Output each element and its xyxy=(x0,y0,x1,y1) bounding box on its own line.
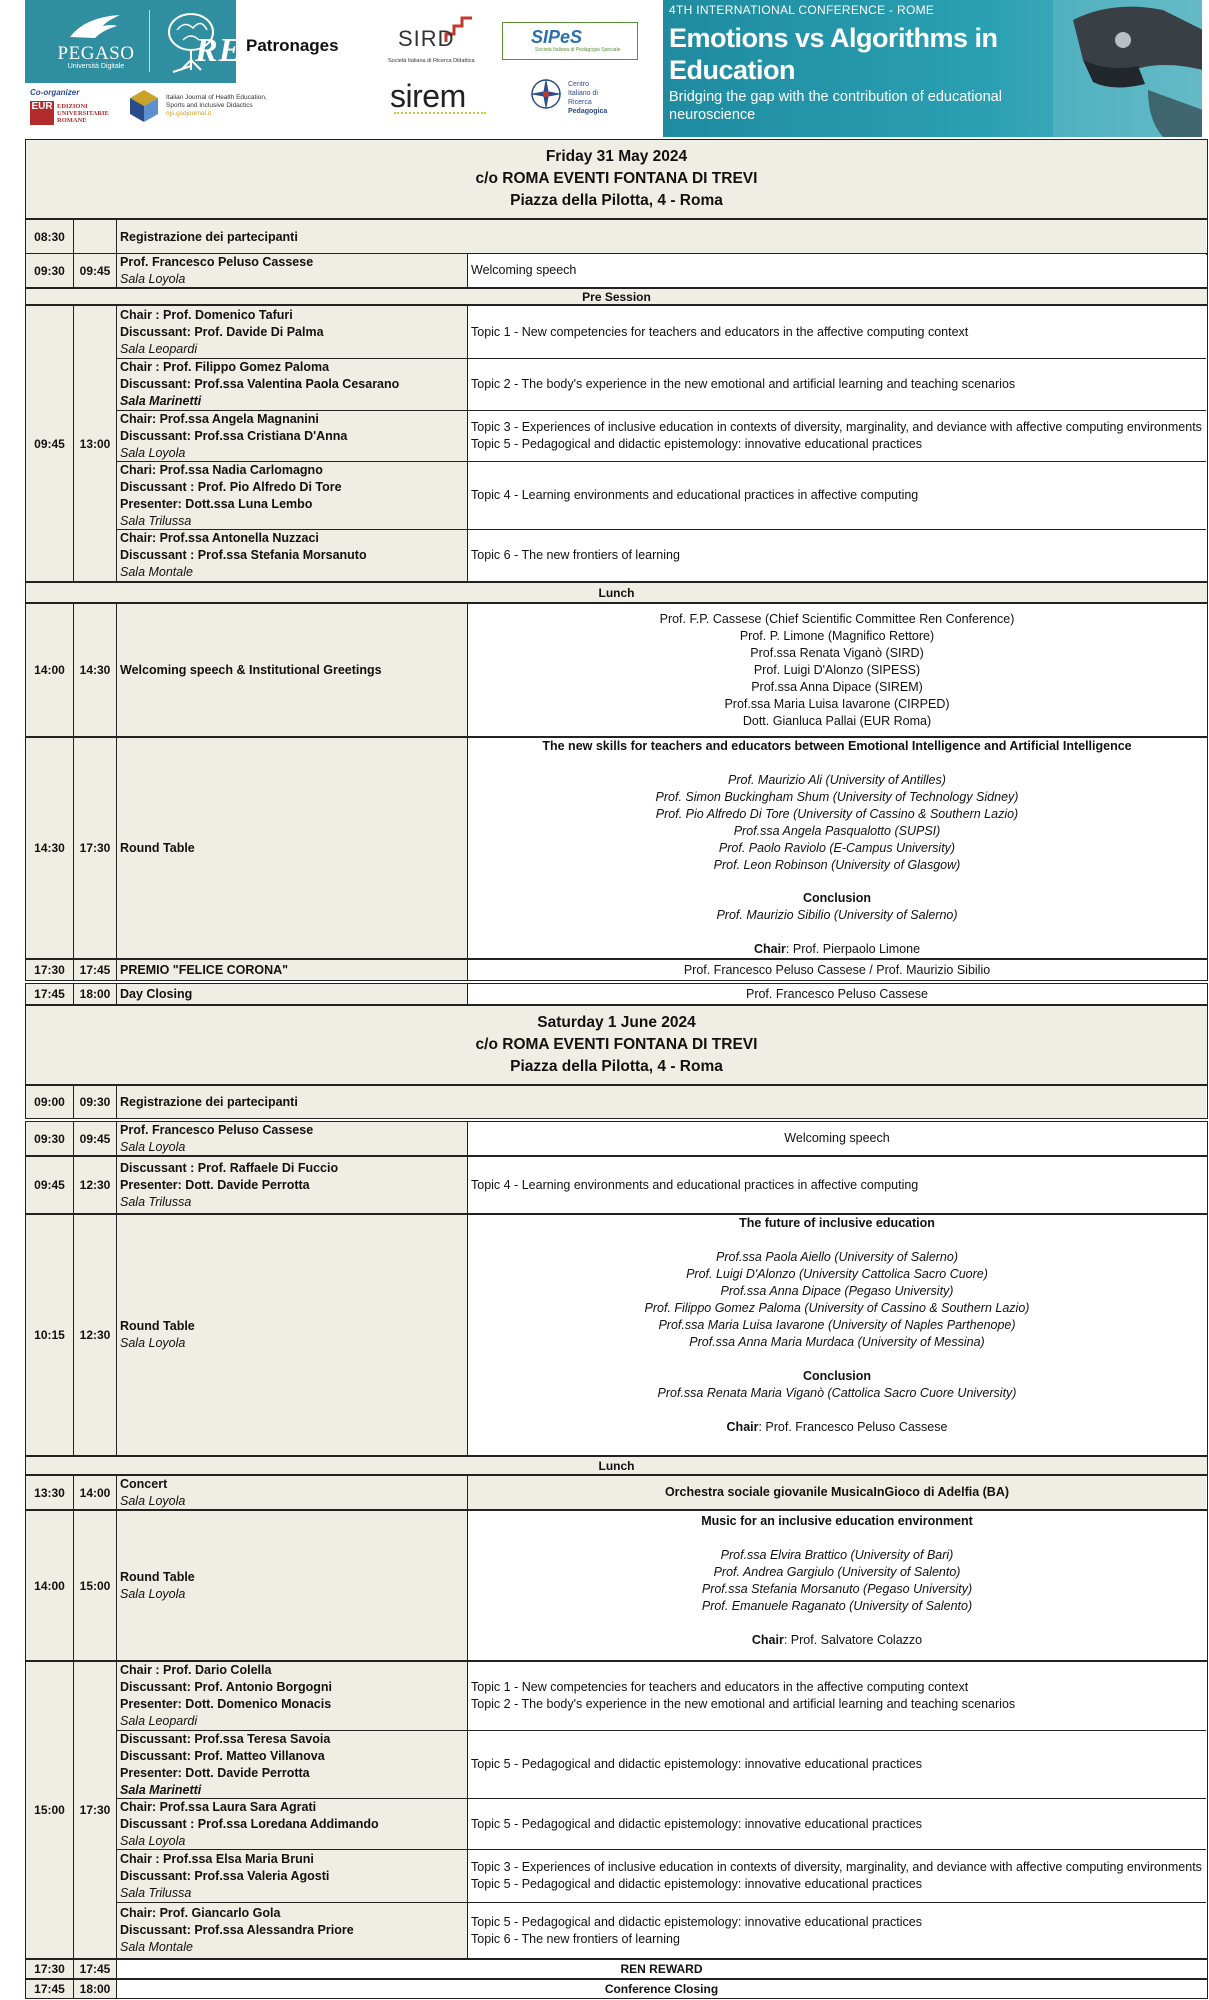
speaker: Prof. Luigi D'Alonzo (University Cattolica Sacro Cuore) xyxy=(686,1267,988,1281)
start-time: 13:30 xyxy=(26,1476,74,1509)
day2-address: Piazza della Pilotta, 4 - Roma xyxy=(510,1058,723,1075)
cirped-text xyxy=(568,80,607,116)
schedule-row xyxy=(25,1156,1208,1214)
description xyxy=(468,1122,1206,1155)
discussant: Discussant: Prof.ssa Cristiana D'Anna xyxy=(120,428,348,443)
topic: Topic 1 - New competencies for teachers and educators in the affective computing context xyxy=(471,324,969,339)
topic: Topic 5 - Pedagogical and didactic epistemology: innovative educational practices xyxy=(471,1877,922,1891)
room: Sala Leopardi xyxy=(120,1714,198,1728)
description xyxy=(468,1476,1206,1509)
speaker: Prof.ssa Paola Aiello (University of Salerno) xyxy=(716,1250,958,1264)
description xyxy=(468,984,1206,1004)
cirped-line: Ricerca xyxy=(568,99,592,106)
session xyxy=(117,306,1206,358)
chair: Chair : Prof. Dario Colella xyxy=(120,1663,272,1677)
schedule-row xyxy=(25,1959,1208,1979)
room: Sala Marinetti xyxy=(120,1782,202,1797)
chair: Chair: Prof.ssa Laura Sara Agrati xyxy=(120,1799,317,1814)
schedule-row xyxy=(25,1475,1208,1510)
room: Sala Montale xyxy=(120,565,193,579)
activity xyxy=(117,1215,468,1455)
speaker: Prof. Francesco Peluso Cassese xyxy=(120,1122,314,1137)
end-time: 14:00 xyxy=(74,1476,117,1509)
chair: Chair: Prof.ssa Angela Magnanini xyxy=(120,411,319,426)
discussant: Discussant : Prof. Raffaele Di Fuccio xyxy=(120,1160,339,1175)
description xyxy=(468,960,1206,980)
activity xyxy=(117,254,468,287)
session-topics xyxy=(468,411,1206,461)
speaker: Prof.ssa Anna Dipace (Pegaso University) xyxy=(720,1284,954,1298)
session-topics xyxy=(468,1731,1206,1798)
activity-label: REN REWARD xyxy=(117,1960,1206,1978)
speaker: Prof. Andrea Gargiulo (University of Salento) xyxy=(713,1565,961,1579)
ren-name: REN xyxy=(195,32,268,69)
chair-label: Chair xyxy=(753,942,786,957)
chair: Chair: Prof. Giancarlo Gola xyxy=(120,1906,281,1920)
section-label: Lunch xyxy=(25,1456,1208,1475)
sirem-name: sirem xyxy=(390,78,466,114)
activity xyxy=(117,1476,468,1509)
conclusion-label: Conclusion xyxy=(802,1369,872,1383)
schedule-row xyxy=(25,603,1208,737)
greeting-name: Prof.ssa Renata Viganò (SIRD) xyxy=(750,645,924,660)
room: Sala Marinetti xyxy=(120,394,202,408)
session-topics xyxy=(468,530,1206,581)
section-label: Pre Session xyxy=(25,288,1208,305)
speaker: Prof. Simon Buckingham Shum (University of Technology Sidney) xyxy=(655,789,1019,804)
session-topics xyxy=(468,306,1206,358)
sird-name: SIRD xyxy=(398,26,455,51)
room: Sala Trilussa xyxy=(120,513,192,528)
discussant: Discussant: Prof. Antonio Borgogni xyxy=(120,1680,333,1694)
session-people xyxy=(117,1731,468,1798)
round-table-title: Music for an inclusive education environment xyxy=(701,1514,973,1528)
activity-label: Round Table xyxy=(120,1569,195,1584)
description xyxy=(468,604,1206,736)
chair-line xyxy=(754,941,920,958)
eur-logo xyxy=(30,101,120,125)
pegaso-ren-logo xyxy=(25,0,268,83)
discussant: Discussant: Prof. Matteo Villanova xyxy=(120,1748,325,1763)
session-people xyxy=(117,1850,468,1902)
greeting-name: Prof.ssa Maria Luisa Iavarone (CIRPED) xyxy=(724,696,950,711)
activity xyxy=(117,1086,1206,1118)
discussant: Discussant: Prof.ssa Valentina Paola Cesarano xyxy=(120,377,400,391)
activity xyxy=(117,1122,468,1155)
end-time: 17:30 xyxy=(74,738,117,958)
session-people xyxy=(117,411,468,461)
banner-title: Emotions vs Algorithms in Education xyxy=(669,23,998,85)
chair-name: : Prof. Francesco Peluso Cassese xyxy=(758,1420,948,1434)
greeting-name: Prof. F.P. Cassese (Chief Scientific Committee Ren Conference) xyxy=(659,611,1015,626)
activity-label: Registrazione dei partecipanti xyxy=(120,1094,298,1109)
description-text: Welcoming speech xyxy=(784,1131,890,1145)
discussant: Discussant : Prof. Pio Alfredo Di Tore xyxy=(120,479,342,494)
discussant: Discussant: Prof.ssa Alessandra Priore xyxy=(120,1923,354,1937)
room: Sala Loyola xyxy=(120,1493,186,1508)
presenter: Presenter: Dott.ssa Luna Lembo xyxy=(120,496,313,511)
schedule-row xyxy=(25,253,1208,288)
schedule-row xyxy=(25,219,1208,255)
chair: Chari: Prof.ssa Nadia Carlomagno xyxy=(120,462,323,477)
speaker: Prof.ssa Elvira Brattico (University of Bari) xyxy=(720,1548,954,1562)
start-time: 15:00 xyxy=(26,1662,74,1958)
description-text: Welcoming speech xyxy=(471,263,577,277)
activity xyxy=(117,604,468,736)
description xyxy=(468,1511,1206,1660)
robot-hand-image xyxy=(1053,0,1202,137)
eur-text: EDIZIONI UNIVERSITARIE ROMANE xyxy=(57,103,109,124)
schedule-table xyxy=(25,137,1208,1999)
activity xyxy=(117,220,1206,254)
cirped-logo xyxy=(528,76,648,120)
session-topics xyxy=(468,1799,1206,1849)
end-time: 18:00 xyxy=(74,1980,117,1998)
sirem-logo xyxy=(390,78,490,118)
topic: Topic 5 - Pedagogical and didactic epistemology: innovative educational practices xyxy=(471,1757,922,1771)
session xyxy=(117,358,1206,410)
end-time: 09:45 xyxy=(74,254,117,287)
start-time: 09:45 xyxy=(26,306,74,581)
room: Sala Leopardi xyxy=(120,341,198,356)
speaker: Prof. Pio Alfredo Di Tore (University of Cassino & Southern Lazio) xyxy=(655,806,1019,821)
chair: Chair : Prof.ssa Elsa Maria Bruni xyxy=(120,1851,314,1866)
conclusion-speaker: Prof. Maurizio Sibilio (University of Salerno) xyxy=(716,908,958,923)
schedule-row xyxy=(25,1979,1208,1999)
round-table-title: The new skills for teachers and educators between Emotional Intelligence and Artificial Intelligence xyxy=(542,739,1132,753)
start-time: 09:30 xyxy=(26,254,74,287)
end-time: 09:30 xyxy=(74,1086,117,1118)
presenter: Presenter: Dott. Domenico Monacis xyxy=(120,1697,332,1711)
greeting-name: Prof.ssa Anna Dipace (SIREM) xyxy=(751,679,923,694)
topic: Topic 2 - The body's experience in the new emotional and artificial learning and teaching scenarios xyxy=(471,377,1016,391)
speaker: Prof.ssa Angela Pasqualotto (SUPSI) xyxy=(733,823,941,838)
start-time: 17:45 xyxy=(26,984,74,1004)
description-text: Prof. Francesco Peluso Cassese xyxy=(745,986,929,1001)
cirped-line: Pedagogica xyxy=(568,108,608,115)
topic: Topic 4 - Learning environments and educational practices in affective computing xyxy=(471,1177,919,1192)
speaker: Prof.ssa Anna Maria Murdaca (University of Messina) xyxy=(689,1335,985,1349)
chair: Chair : Prof. Domenico Tafuri xyxy=(120,307,293,322)
logo-divider xyxy=(149,10,150,72)
cirped-line: Italiano di xyxy=(568,90,598,97)
schedule-row xyxy=(25,1214,1208,1456)
activity-label: Day Closing xyxy=(120,986,193,1001)
topic: Topic 5 - Pedagogical and didactic epistemology: innovative educational practices xyxy=(471,1914,922,1929)
speaker: Prof. Maurizio Ali (University of Antilles) xyxy=(728,772,946,787)
day1-venue: c/o ROMA EVENTI FONTANA DI TREVI xyxy=(475,170,758,187)
schedule-row xyxy=(25,959,1208,981)
room: Sala Trilussa xyxy=(120,1885,192,1900)
start-time: 17:45 xyxy=(26,1980,74,1998)
section-label: Lunch xyxy=(25,582,1208,603)
header xyxy=(0,0,1209,137)
cube-icon xyxy=(128,88,160,124)
chair-line xyxy=(752,1632,922,1649)
description xyxy=(468,254,1206,287)
topic: Topic 3 - Experiences of inclusive education in contexts of diversity, marginality, and deviance with affective computing environments xyxy=(471,420,1202,434)
activity-label: Round Table xyxy=(120,1319,195,1333)
conclusion-speaker: Prof.ssa Renata Maria Viganò (Cattolica Sacro Cuore University) xyxy=(657,1386,1017,1400)
session xyxy=(117,1849,1206,1902)
day1-address: Piazza della Pilotta, 4 - Roma xyxy=(510,192,723,209)
topic: Topic 6 - The new frontiers of learning xyxy=(471,548,680,562)
room: Sala Loyola xyxy=(120,1586,186,1601)
start-time: 14:00 xyxy=(26,604,74,736)
session xyxy=(117,410,1206,461)
room: Sala Loyola xyxy=(120,1139,186,1154)
pegaso-name: PEGASO xyxy=(57,43,135,64)
chair-name: : Prof. Salvatore Colazzo xyxy=(783,1633,923,1647)
start-time: 08:30 xyxy=(26,220,74,254)
activity xyxy=(117,984,468,1004)
sipes-subtitle: Società Italiana di Pedagogia Speciale xyxy=(535,47,621,53)
start-time: 14:30 xyxy=(26,738,74,958)
end-time: 13:00 xyxy=(74,306,117,581)
conclusion-label: Conclusion xyxy=(802,891,872,906)
room: Sala Loyola xyxy=(120,1336,186,1350)
sird-logo xyxy=(388,14,498,66)
session-people xyxy=(117,1903,468,1958)
session-topics xyxy=(468,462,1206,529)
presenter: Presenter: Dott. Davide Perrotta xyxy=(120,1177,310,1192)
description xyxy=(468,738,1206,958)
speaker: Prof. Paolo Raviolo (E-Campus University) xyxy=(718,840,956,855)
room: Sala Trilussa xyxy=(120,1194,192,1209)
activity xyxy=(117,1511,468,1660)
schedule-row xyxy=(25,1085,1208,1119)
room: Sala Montale xyxy=(120,1940,193,1954)
pegasus-icon xyxy=(65,12,125,42)
topic: Topic 3 - Experiences of inclusive education in contexts of diversity, marginality, and deviance with affective computing environments xyxy=(471,1860,1202,1874)
topic: Topic 2 - The body's experience in the new emotional and artificial learning and teaching scenarios xyxy=(471,1697,1016,1711)
activity-label: Conference Closing xyxy=(117,1980,1206,1998)
sirem-dots xyxy=(394,112,486,116)
discussant: Discussant : Prof.ssa Loredana Addimando xyxy=(120,1816,379,1831)
session-people xyxy=(117,462,468,529)
speaker: Prof. Leon Robinson (University of Glasgow) xyxy=(713,857,961,872)
day1-header xyxy=(25,139,1208,219)
discussant: Discussant : Prof.ssa Stefania Morsanuto xyxy=(120,548,367,562)
discussant: Discussant: Prof. Davide Di Palma xyxy=(120,324,324,339)
chair-name: : Prof. Pierpaolo Limone xyxy=(785,942,921,957)
greeting-name: Prof. P. Limone (Magnifico Rettore) xyxy=(739,628,935,643)
schedule-row xyxy=(25,1510,1208,1661)
activity-label: Welcoming speech & Institutional Greetings xyxy=(120,662,382,677)
session xyxy=(117,1662,1206,1730)
schedule-row xyxy=(25,305,1208,582)
gsd-text xyxy=(166,94,276,118)
start-time: 09:00 xyxy=(26,1086,74,1118)
speaker: Prof.ssa Stefania Morsanuto (Pegaso University) xyxy=(701,1582,973,1596)
start-time: 17:30 xyxy=(26,1960,74,1978)
day2-venue: c/o ROMA EVENTI FONTANA DI TREVI xyxy=(475,1036,758,1053)
start-time: 10:15 xyxy=(26,1215,74,1455)
banner-edition: 4TH INTERNATIONAL CONFERENCE - ROME xyxy=(669,3,935,17)
end-time: 17:45 xyxy=(74,960,117,980)
gsd-title: Italian Journal of Health Education, Sports and Inclusive Didactics xyxy=(166,94,267,109)
session xyxy=(117,1730,1206,1798)
gsd-logo xyxy=(128,88,278,128)
end-time: 15:00 xyxy=(74,1511,117,1660)
speaker: Prof. Francesco Peluso Cassese xyxy=(120,254,314,269)
greeting-name: Dott. Gianluca Pallai (EUR Roma) xyxy=(742,713,932,728)
sipes-logo xyxy=(502,22,638,60)
banner-subtitle: Bridging the gap with the contribution of educational neuroscience xyxy=(669,89,1002,123)
chair-label: Chair xyxy=(751,1633,784,1647)
session-people xyxy=(117,1799,468,1849)
chair-label: Chair xyxy=(726,1420,759,1434)
session-people xyxy=(117,1662,468,1730)
session xyxy=(117,461,1206,529)
topic: Topic 5 - Pedagogical and didactic epistemology: innovative educational practices xyxy=(471,1816,922,1831)
activity xyxy=(117,960,468,980)
room: Sala Loyola xyxy=(120,271,186,286)
conference-banner xyxy=(663,0,1202,137)
session xyxy=(117,1902,1206,1958)
session-people xyxy=(117,306,468,358)
description xyxy=(468,1157,1206,1213)
greeting-name: Prof. Luigi D'Alonzo (SIPESS) xyxy=(753,662,921,677)
room: Sala Loyola xyxy=(120,1833,186,1848)
end-time: 09:45 xyxy=(74,1122,117,1155)
session-topics xyxy=(468,1662,1206,1730)
topic: Topic 5 - Pedagogical and didactic epistemology: innovative educational practices xyxy=(471,437,922,451)
activity-label: PREMIO "FELICE CORONA" xyxy=(120,962,289,977)
coorganizer-label: Co-organizer xyxy=(30,88,80,97)
round-table-title: The future of inclusive education xyxy=(739,1216,935,1230)
activity xyxy=(117,1157,468,1213)
schedule-row xyxy=(25,737,1208,959)
discussant: Discussant: Prof.ssa Teresa Savoia xyxy=(120,1731,331,1746)
session xyxy=(117,1798,1206,1849)
schedule-row xyxy=(25,983,1208,1005)
pegaso-subtitle: Università Digitale xyxy=(67,63,125,70)
schedule-row xyxy=(25,1121,1208,1156)
day1-title: Friday 31 May 2024 xyxy=(545,148,688,165)
speaker: Prof. Emanuele Raganato (University of Salento) xyxy=(701,1599,973,1613)
topic: Topic 1 - New competencies for teachers and educators in the affective computing context xyxy=(471,1680,969,1694)
end-time: 12:30 xyxy=(74,1157,117,1213)
activity-label: Concert xyxy=(120,1476,168,1491)
compass-rose-icon xyxy=(528,76,564,112)
chair: Chair: Prof.ssa Antonella Nuzzaci xyxy=(120,531,319,545)
room: Sala Loyola xyxy=(120,445,186,460)
schedule-row xyxy=(25,1661,1208,1959)
start-time: 17:30 xyxy=(26,960,74,980)
session xyxy=(117,529,1206,581)
gsd-url: ojs.gsdjournal.it xyxy=(166,110,212,117)
activity-label: Round Table xyxy=(120,840,195,855)
end-time: 12:30 xyxy=(74,1215,117,1455)
end-time: 14:30 xyxy=(74,604,117,736)
sipes-name: SIPeS xyxy=(531,27,583,47)
end-time: 18:00 xyxy=(74,984,117,1004)
description-text: Prof. Francesco Peluso Cassese / Prof. Maurizio Sibilio xyxy=(683,962,991,977)
eur-mark: EUR xyxy=(30,101,54,125)
end-time xyxy=(74,220,117,254)
day2-title: Saturday 1 June 2024 xyxy=(537,1014,696,1031)
description-text: Orchestra sociale giovanile MusicaInGioco di Adelfia (BA) xyxy=(664,1485,1010,1499)
cirped-line: Centro xyxy=(568,81,590,88)
session-topics xyxy=(468,359,1206,410)
session-people xyxy=(117,359,468,410)
session-topics xyxy=(468,1903,1206,1958)
speaker: Prof. Filippo Gomez Paloma (University of Cassino & Southern Lazio) xyxy=(644,1301,1030,1315)
start-time: 14:00 xyxy=(26,1511,74,1660)
topic: Topic 4 - Learning environments and educational practices in affective computing xyxy=(471,488,919,502)
chair: Chair : Prof. Filippo Gomez Paloma xyxy=(120,360,330,374)
chair-line xyxy=(727,1419,948,1436)
activity-label: Registrazione dei partecipanti xyxy=(120,229,298,244)
presenter: Presenter: Dott. Davide Perrotta xyxy=(120,1765,310,1780)
session-topics xyxy=(468,1850,1206,1902)
end-time: 17:30 xyxy=(74,1662,117,1958)
discussant: Discussant: Prof.ssa Valeria Agosti xyxy=(120,1868,330,1883)
description xyxy=(468,1215,1206,1455)
start-time: 09:45 xyxy=(26,1157,74,1213)
session-people xyxy=(117,530,468,581)
sird-subtitle: Società Italiana di Ricerca Didattica xyxy=(388,58,475,64)
speaker: Prof.ssa Maria Luisa Iavarone (University of Naples Parthenope) xyxy=(658,1318,1016,1332)
patronages-label: Patronages xyxy=(246,36,339,55)
end-time: 17:45 xyxy=(74,1960,117,1978)
day2-header xyxy=(25,1005,1208,1085)
start-time: 09:30 xyxy=(26,1122,74,1155)
topic: Topic 6 - The new frontiers of learning xyxy=(471,1931,680,1946)
activity xyxy=(117,738,468,958)
